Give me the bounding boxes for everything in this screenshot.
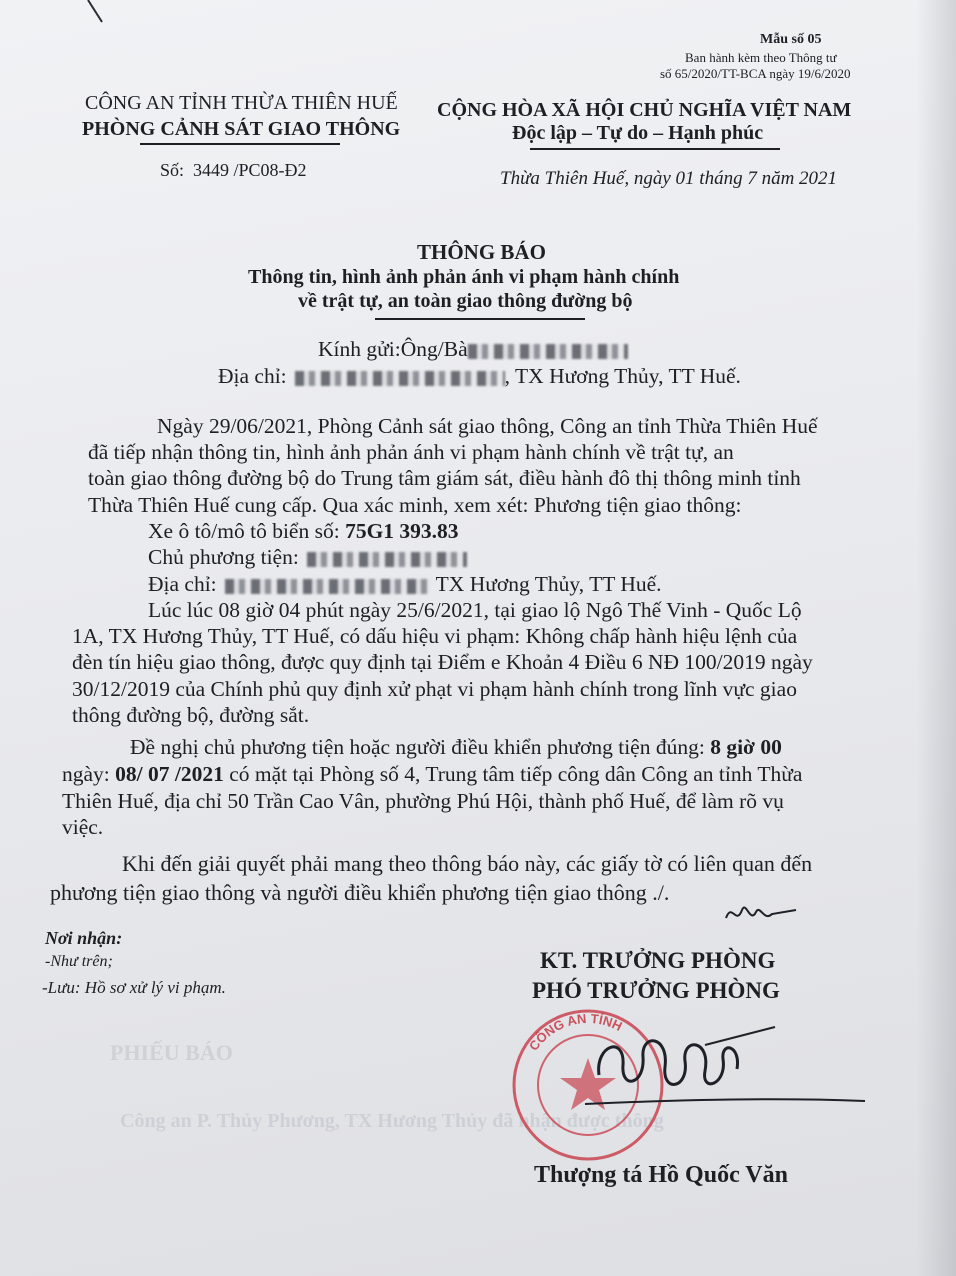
form-issued-with: Ban hành kèm theo Thông tư bbox=[685, 50, 837, 65]
appointment-day-label: ngày: bbox=[62, 762, 110, 786]
paragraph-1-line-1: Ngày 29/06/2021, Phòng Cảnh sát giao thông, Công an tỉnh Thừa Thiên Huế bbox=[157, 414, 818, 438]
recipients-item-2: -Lưu: Hồ sơ xử lý vi phạm. bbox=[42, 978, 226, 997]
recipients-item-1: -Như trên; bbox=[45, 953, 113, 970]
redacted-owner-address bbox=[225, 579, 430, 594]
notice-subtitle-1: Thông tin, hình ảnh phản ánh vi phạm hành chính bbox=[248, 266, 680, 288]
paragraph-2-line-5: thông đường bộ, đường sắt. bbox=[72, 703, 310, 727]
plate-value: 75G1 393.83 bbox=[345, 519, 459, 543]
redacted-name bbox=[468, 344, 628, 359]
owner-address-line bbox=[148, 572, 662, 597]
appointment-day: 08/ 07 /2021 bbox=[115, 762, 224, 786]
recipients-label: Nơi nhận: bbox=[45, 928, 123, 948]
address-label: Địa chỉ: bbox=[218, 364, 287, 388]
form-number: Mẫu số 05 bbox=[760, 32, 822, 47]
owner-address-label: Địa chỉ: bbox=[148, 572, 217, 596]
agency-underline bbox=[140, 143, 340, 145]
owner-line bbox=[148, 545, 467, 570]
seal-text: CÔNG AN TỈNH bbox=[525, 1010, 625, 1054]
motto-underline bbox=[530, 148, 780, 150]
agency-name: PHÒNG CẢNH SÁT GIAO THÔNG bbox=[82, 118, 401, 140]
salutation-label: Kính gửi:Ông/Bà bbox=[318, 337, 468, 361]
document-number-label: Số: bbox=[160, 160, 185, 180]
address-tail: , TX Hương Thủy, TT Huế. bbox=[504, 364, 741, 388]
paragraph-3-line-1 bbox=[130, 735, 782, 760]
bleed-through-text: PHIẾU BÁO bbox=[110, 1040, 233, 1065]
appointment-time: 8 giờ 00 bbox=[710, 735, 782, 759]
paragraph-3-request: Đề nghị chủ phương tiện hoặc người điều khiển phương tiện đúng: bbox=[130, 735, 705, 759]
nation-title: CỘNG HÒA XÃ HỘI CHỦ NGHĨA VIỆT NAM bbox=[437, 99, 852, 121]
document-number bbox=[160, 160, 307, 181]
paragraph-1-line-2: đã tiếp nhận thông tin, hình ảnh phản ánh vi phạm hành chính về trật tự, an bbox=[88, 440, 734, 464]
redacted-owner bbox=[307, 552, 467, 567]
bleed-through-text: Công an P. Thủy Phương, TX Hương Thủy đã nhận được thông bbox=[120, 1110, 664, 1132]
notice-title: THÔNG BÁO bbox=[417, 240, 546, 264]
page-shadow bbox=[916, 0, 956, 1276]
notice-subtitle-2: về trật tự, an toàn giao thông đường bộ bbox=[298, 290, 633, 312]
plate-line bbox=[148, 519, 459, 544]
form-circular: số 65/2020/TT-BCA ngày 19/6/2020 bbox=[660, 66, 851, 81]
signer-name: Thượng tá Hồ Quốc Văn bbox=[534, 1162, 788, 1188]
paragraph-1-line-4: Thừa Thiên Huế cung cấp. Qua xác minh, xem xét: Phương tiện giao thông: bbox=[88, 493, 742, 517]
redacted-address bbox=[295, 371, 505, 386]
paragraph-2-line-3: đèn tín hiệu giao thông, được quy định tại Điểm e Khoản 4 Điều 6 NĐ 100/2019 ngày bbox=[72, 650, 813, 674]
owner-label: Chủ phương tiện: bbox=[148, 545, 299, 569]
paragraph-3-line-2-rest: có mặt tại Phòng số 4, Trung tâm tiếp công dân Công an tỉnh Thừa bbox=[229, 762, 803, 786]
agency-parent: CÔNG AN TỈNH THỪA THIÊN HUẾ bbox=[85, 92, 398, 114]
paragraph-4-line-2: phương tiện giao thông và người điều khiển phương tiện giao thông ./. bbox=[50, 880, 670, 905]
recipient-salutation bbox=[318, 337, 628, 362]
owner-address-tail: TX Hương Thủy, TT Huế. bbox=[435, 572, 662, 596]
signature-line-2: PHÓ TRƯỞNG PHÒNG bbox=[532, 978, 780, 1003]
paragraph-3-line-2 bbox=[62, 762, 802, 787]
recipient-address bbox=[218, 364, 741, 389]
plate-label: Xe ô tô/mô tô biển số: bbox=[148, 519, 340, 543]
paragraph-2-line-1: Lúc lúc 08 giờ 04 phút ngày 25/6/2021, tại giao lộ Ngô Thế Vinh - Quốc Lộ bbox=[148, 598, 802, 622]
signature-line-1: KT. TRƯỞNG PHÒNG bbox=[540, 948, 776, 973]
pen-mark-icon bbox=[80, 0, 110, 30]
place-date: Thừa Thiên Huế, ngày 01 tháng 7 năm 2021 bbox=[500, 168, 838, 189]
paragraph-3-line-3: Thiên Huế, địa chỉ 50 Trần Cao Vân, phường Phú Hội, thành phố Huế, để làm rõ vụ bbox=[62, 789, 784, 813]
document-number-value: 3449 /PC08-Đ2 bbox=[193, 160, 307, 180]
initials-scribble-icon bbox=[720, 896, 800, 936]
paragraph-1-line-3: toàn giao thông đường bộ do Trung tâm giám sát, điều hành đô thị thông minh tỉnh bbox=[88, 466, 801, 490]
paragraph-2-line-2: 1A, TX Hương Thủy, TT Huế, có dấu hiệu vi phạm: Không chấp hành hiệu lệnh của bbox=[72, 624, 798, 648]
paragraph-3-line-4: việc. bbox=[62, 815, 104, 839]
subtitle-underline bbox=[375, 318, 585, 320]
paragraph-2-line-4: 30/12/2019 của Chính phủ quy định xử phạt vi phạm hành chính trong lĩnh vực giao bbox=[72, 677, 797, 701]
nation-motto: Độc lập – Tự do – Hạnh phúc bbox=[512, 122, 764, 144]
paragraph-4-line-1: Khi đến giải quyết phải mang theo thông báo này, các giấy tờ có liên quan đến bbox=[122, 851, 813, 876]
handwritten-signature-icon bbox=[585, 1005, 875, 1115]
